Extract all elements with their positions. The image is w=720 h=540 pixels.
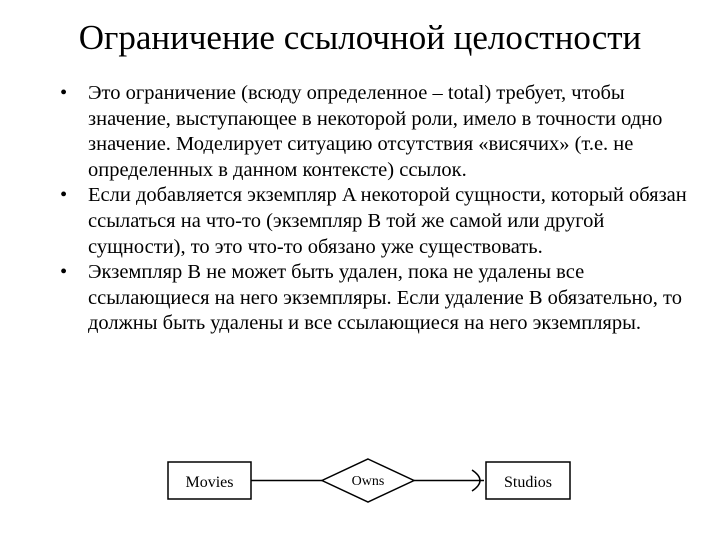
bullet-text-1: Это ограничение (всюду определенное – total) требует, чтобы значение, выступающее в некоторой роли, имело в точности одно значение. Моделирует ситуацию отсутствия «висячих» (т.е. не определенных в данном контексте) ссылок.	[88, 82, 663, 181]
bullet-dot-icon: •	[60, 184, 68, 207]
bullet-item-3	[60, 260, 700, 337]
entity-label-studios: Studios	[503, 474, 553, 491]
bullet-dot-icon: •	[60, 82, 68, 104]
bullet-dot-icon: •	[60, 261, 68, 284]
bullet-item-2	[60, 183, 700, 260]
bullet-list	[60, 81, 700, 337]
relationship-label-owns: Owns	[351, 474, 385, 489]
bullet-text-3: Экземпляр B не может быть удален, пока не удалены все ссылающиеся на него экземпляры. Если удаление B обязательно, то должны быть удалены и все ссылающиеся на него экземпляры.	[88, 261, 682, 335]
entity-label-movies: Movies	[185, 474, 234, 491]
er-diagram	[0, 440, 720, 520]
page-title: Ограничение ссылочной целостности	[78, 18, 642, 57]
bullet-item-1	[60, 81, 700, 183]
bullet-text-2: Если добавляется экземпляр A некоторой сущности, который обязан ссылаться на что-то (экземпляр B той же самой или другой сущности), то это что-то обязано уже существовать.	[88, 184, 687, 258]
